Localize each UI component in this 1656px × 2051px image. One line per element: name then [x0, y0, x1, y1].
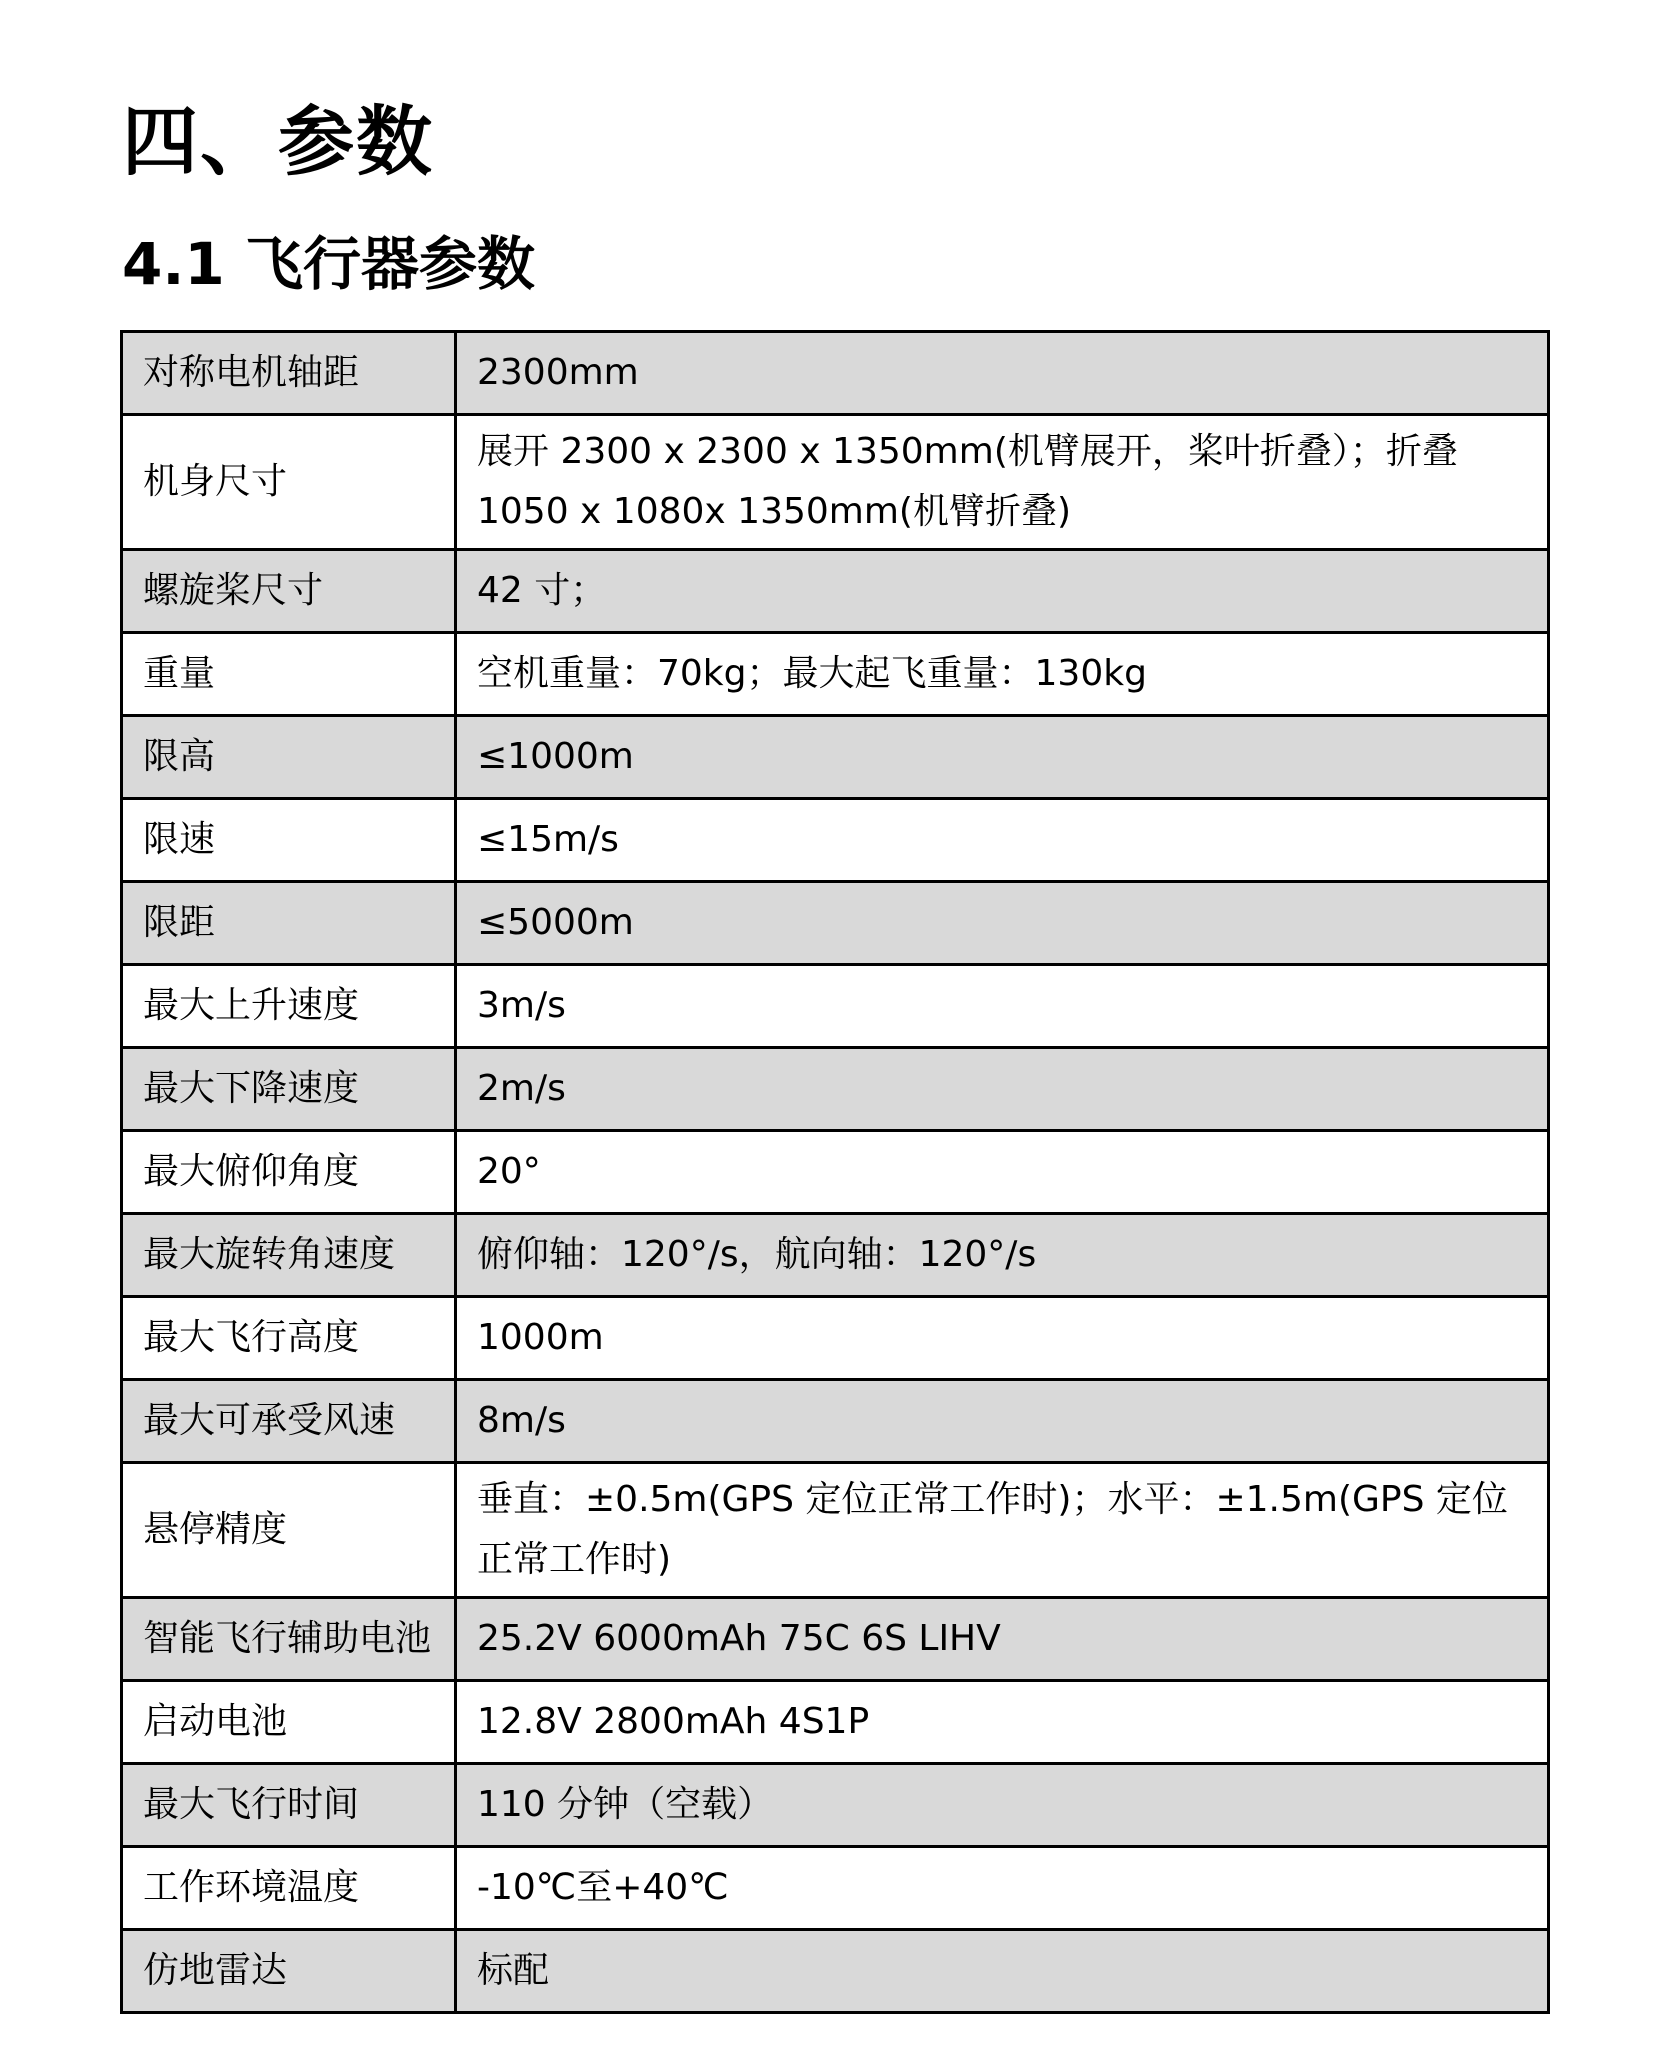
table-row — [122, 550, 1549, 633]
table-row — [122, 1380, 1549, 1463]
param-value: 2300mm — [456, 332, 1549, 415]
table-row — [122, 1048, 1549, 1131]
param-label: 工作环境温度 — [122, 1847, 456, 1930]
param-value: 20° — [456, 1131, 1549, 1214]
param-value: 2m/s — [456, 1048, 1549, 1131]
param-value: 25.2V 6000mAh 75C 6S LIHV — [456, 1598, 1549, 1681]
param-label: 重量 — [122, 633, 456, 716]
param-value: 8m/s — [456, 1380, 1549, 1463]
param-label: 限距 — [122, 882, 456, 965]
table-row — [122, 1598, 1549, 1681]
param-label: 启动电池 — [122, 1681, 456, 1764]
param-label: 最大旋转角速度 — [122, 1214, 456, 1297]
params-table-body — [122, 332, 1549, 2013]
param-value: -10℃至+40℃ — [456, 1847, 1549, 1930]
param-label: 最大可承受风速 — [122, 1380, 456, 1463]
table-row — [122, 882, 1549, 965]
section-title: 四、参数 — [122, 97, 434, 186]
param-value: 标配 — [456, 1930, 1549, 2013]
table-row — [122, 965, 1549, 1048]
param-label: 限速 — [122, 799, 456, 882]
param-label: 最大飞行高度 — [122, 1297, 456, 1380]
param-value: 展开 2300 x 2300 x 1350mm(机臂展开，桨叶折叠）；折叠 1050 x 1080x 1350mm(机臂折叠) — [456, 415, 1549, 550]
table-row — [122, 1681, 1549, 1764]
param-label: 对称电机轴距 — [122, 332, 456, 415]
table-row — [122, 1131, 1549, 1214]
table-row — [122, 633, 1549, 716]
param-label: 螺旋桨尺寸 — [122, 550, 456, 633]
table-row — [122, 1764, 1549, 1847]
param-label: 最大上升速度 — [122, 965, 456, 1048]
param-label: 最大俯仰角度 — [122, 1131, 456, 1214]
param-value: 空机重量：70kg；最大起飞重量：130kg — [456, 633, 1549, 716]
param-value: 12.8V 2800mAh 4S1P — [456, 1681, 1549, 1764]
param-value: 垂直：±0.5m(GPS 定位正常工作时)；水平：±1.5m(GPS 定位正常工作时) — [456, 1463, 1549, 1598]
param-label: 最大下降速度 — [122, 1048, 456, 1131]
param-label: 限高 — [122, 716, 456, 799]
param-label: 悬停精度 — [122, 1463, 456, 1598]
table-row — [122, 1930, 1549, 2013]
param-label: 仿地雷达 — [122, 1930, 456, 2013]
param-label: 智能飞行辅助电池 — [122, 1598, 456, 1681]
param-label: 机身尺寸 — [122, 415, 456, 550]
table-row — [122, 332, 1549, 415]
param-value: 42 寸； — [456, 550, 1549, 633]
table-row — [122, 799, 1549, 882]
param-value: 110 分钟（空载） — [456, 1764, 1549, 1847]
param-value: 俯仰轴：120°/s，航向轴：120°/s — [456, 1214, 1549, 1297]
table-row — [122, 716, 1549, 799]
param-value: ≤5000m — [456, 882, 1549, 965]
subsection-title: 4.1 飞行器参数 — [122, 230, 535, 298]
param-value: ≤15m/s — [456, 799, 1549, 882]
param-value: 3m/s — [456, 965, 1549, 1048]
table-row — [122, 415, 1549, 550]
table-row — [122, 1297, 1549, 1380]
table-row — [122, 1214, 1549, 1297]
param-label: 最大飞行时间 — [122, 1764, 456, 1847]
table-row — [122, 1847, 1549, 1930]
param-value: ≤1000m — [456, 716, 1549, 799]
table-row — [122, 1463, 1549, 1598]
aircraft-params-table — [120, 330, 1550, 2014]
param-value: 1000m — [456, 1297, 1549, 1380]
